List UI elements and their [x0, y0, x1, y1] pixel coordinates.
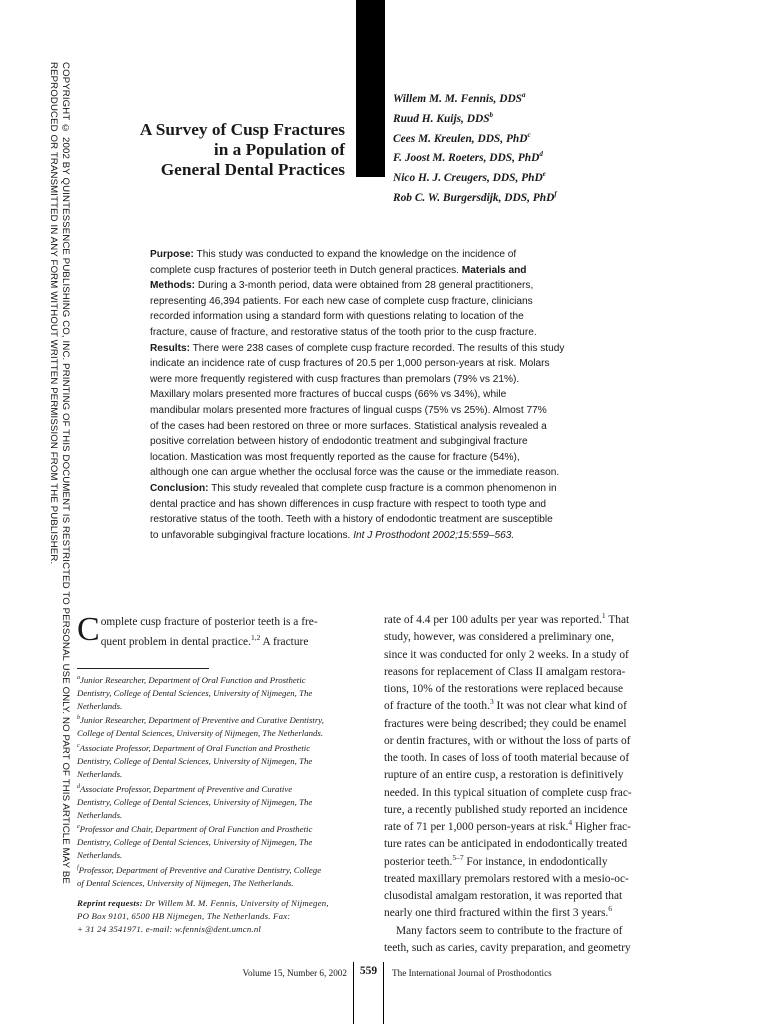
- body-line: [384, 905, 664, 922]
- abstract-line: Maxillary molars presented more fractures of buccal cusps (66% vs 34%), while: [150, 389, 507, 401]
- body-line: rupture of an entire cusp, a restoration is definitively: [384, 769, 624, 782]
- affiliation-line: Netherlands.: [77, 850, 123, 861]
- abstract-line: positive correlation between history of endodontic treatment and subgingival fracture: [150, 436, 528, 448]
- abstract-line: [150, 263, 590, 279]
- body-column-left: [77, 611, 356, 936]
- body-line: omplete cusp fracture of posterior teeth is a fre-: [100, 616, 318, 628]
- article-title: [105, 120, 345, 180]
- abstract-line: representing 46,394 patients. For each new case of complete cusp fracture, clinicians: [150, 295, 533, 307]
- author-list: [393, 87, 693, 206]
- affiliation-line: Netherlands.: [77, 700, 123, 711]
- affiliation-line: Dentistry, College of Dental Sciences, University of Nijmegen, The: [77, 837, 313, 848]
- copyright-sidebar: [47, 62, 71, 884]
- body-line: or dentin fractures, with or without the loss of parts of: [384, 734, 631, 747]
- abstract-line: indicate an incidence rate of cusp fractures of 20.5 per 1,000 person-years at risk. Molars: [150, 358, 550, 370]
- results-label: Results:: [150, 342, 190, 354]
- abstract-line: recorded information using a standard form with questions relating to location of the: [150, 311, 524, 323]
- footer-volume: Volume 15, Number 6, 2002: [242, 968, 347, 978]
- affiliation-line: [77, 672, 356, 687]
- abstract-line: were more frequently registered with cusp fractures than premolars (79% vs 21%).: [150, 373, 520, 385]
- affil-text: Junior Researcher, Department of Preventive and Curative Dentistry,: [80, 715, 324, 726]
- abstract-line: fracture, cause of fracture, and restorative status of the tooth prior to the cusp fracture.: [150, 326, 537, 338]
- reprint-line: [77, 897, 356, 910]
- drop-cap: C: [77, 611, 100, 648]
- body-line: ture, a recently published study reported an incidence: [384, 803, 628, 816]
- citation-sup: 1: [601, 611, 606, 621]
- body-line: [384, 819, 664, 836]
- body-line: fractures were being described; they could be enamel: [384, 717, 627, 730]
- copyright-line-2: REPRODUCED OR TRANSMITTED IN ANY FORM WITHOUT WRITTEN PERMISSION FROM THE PUBLISHER.: [48, 62, 59, 565]
- affil-sup: c: [77, 743, 80, 750]
- body-text: posterior teeth.: [384, 855, 453, 868]
- footer-journal: The International Journal of Prosthodontics: [392, 968, 552, 978]
- affil-sup: f: [77, 865, 79, 872]
- affil-sup: d: [77, 783, 80, 790]
- author-entry: [393, 186, 693, 206]
- title-line-2: in a Population of: [213, 140, 345, 159]
- author-sup: f: [554, 189, 557, 198]
- affil-text: Associate Professor, Department of Oral Function and Prosthetic: [79, 743, 311, 754]
- author-name: Cees M. Kreulen, DDS, PhD: [393, 132, 528, 145]
- abstract-line: dental practice and has shown differences in cusp fracture with respect to tooth type and: [150, 498, 547, 510]
- affil-sup: b: [77, 715, 80, 722]
- body-line: study, however, was considered a preliminary one,: [384, 631, 615, 644]
- abstract-line: although one can argue whether the occlusal force was the cause or the immediate reason.: [150, 467, 560, 479]
- materials-label: Materials and: [458, 264, 527, 276]
- body-text: It was not clear what kind of: [493, 700, 627, 713]
- body-line: teeth, such as caries, cavity preparation, and geometry: [384, 941, 631, 954]
- author-entry: [393, 87, 693, 107]
- author-name: Rob C. W. Burgersdijk, DDS, PhD: [393, 191, 555, 204]
- abstract-line: mandibular molars presented more fractures of lingual cusps (75% vs 25%). Almost 77%: [150, 404, 547, 416]
- author-sup: a: [522, 91, 526, 99]
- body-text: nearly one third fractured within the first 3 years.: [384, 907, 609, 920]
- abstract-text: There were 238 cases of complete cusp fracture recorded. The results of this study: [189, 342, 565, 354]
- body-line: tions, 10% of the restorations were replaced because: [384, 683, 624, 695]
- body-text: of fracture of the tooth.: [384, 700, 490, 713]
- body-column-right: [384, 612, 664, 957]
- title-line-3: General Dental Practices: [160, 160, 345, 179]
- abstract-line: [150, 278, 590, 294]
- abstract-text: During a 3-month period, data were obtained from 28 general practitioners,: [195, 280, 534, 292]
- author-name: Willem M. M. Fennis, DDS: [393, 92, 523, 105]
- body-line: [384, 854, 664, 871]
- reprint-line: + 31 24 3541971. e-mail: w.fennis@dent.umcn.nl: [77, 923, 262, 934]
- body-line: [77, 630, 356, 650]
- body-line: ture rates can be anticipated in endodontically treated: [384, 838, 628, 851]
- affiliation-line: Netherlands.: [77, 809, 123, 820]
- purpose-label: Purpose:: [150, 249, 194, 260]
- abstract-text: This study was conducted to expand the knowledge on the incidence of: [193, 249, 517, 260]
- abstract-line: [150, 341, 590, 357]
- citation-sup: 6: [608, 904, 613, 914]
- author-entry: [393, 146, 693, 166]
- abstract-text: to unfavorable subgingival fracture locations.: [150, 529, 351, 541]
- body-text: Higher frac-: [572, 821, 631, 833]
- affil-text: Associate Professor, Department of Preventive and Curative: [80, 783, 293, 794]
- body-line: the tooth. In cases of loss of tooth material because of: [384, 752, 630, 764]
- body-text: That: [605, 614, 630, 626]
- abstract-line: restorative status of the tooth. Teeth with a history of endodontic treatment are susceptible: [150, 514, 553, 526]
- citation-sup: 3: [489, 697, 494, 707]
- citation-sup: 4: [568, 818, 573, 828]
- affil-sup: e: [77, 824, 80, 831]
- conclusion-label: Conclusion:: [150, 482, 209, 494]
- abstract-line: location. Mastication was most frequently reported as the cause for fracture (54%),: [150, 451, 520, 463]
- author-sup: e: [542, 170, 546, 179]
- body-line: [384, 698, 664, 715]
- body-line: Many factors seem to contribute to the fracture of: [396, 924, 623, 937]
- body-line: needed. In this typical situation of complete cusp frac-: [384, 786, 632, 799]
- affil-sup: a: [77, 674, 80, 681]
- affiliation-line: of Dental Sciences, University of Nijmegen, The Netherlands.: [77, 877, 294, 888]
- body-line: since it was conducted for only 2 weeks. In a study of: [384, 648, 629, 661]
- affiliations: [77, 672, 356, 890]
- footnote-rule: [77, 668, 209, 669]
- affiliation-line: [77, 740, 356, 755]
- affiliation-line: Dentistry, College of Dental Sciences, University of Nijmegen, The: [77, 796, 313, 807]
- abstract-line: [150, 247, 590, 263]
- reprint-requests: [77, 897, 356, 936]
- reprint-text: Dr Willem M. M. Fennis, University of Nijmegen,: [142, 897, 329, 908]
- methods-label: Methods:: [150, 280, 195, 292]
- abstract-line: of the cases had been restored on three or more surfaces. Statistical analysis revealed a: [150, 420, 547, 432]
- body-line: reasons for replacement of Class II amalgam restora-: [384, 665, 626, 678]
- abstract-line: [150, 481, 590, 497]
- abstract: [150, 247, 590, 543]
- body-line: clusodistal amalgam restoration, it was reported that: [384, 890, 623, 902]
- body-text: For instance, in endodontically: [463, 855, 608, 868]
- affil-text: Professor and Chair, Department of Oral Function and Prosthetic: [79, 824, 313, 835]
- author-entry: [393, 127, 693, 147]
- reprint-line: PO Box 9101, 6500 HB Nijmegen, The Netherlands. Fax:: [77, 910, 291, 921]
- author-sup: d: [539, 150, 543, 159]
- author-entry: [393, 107, 693, 127]
- reprint-label: Reprint requests:: [77, 897, 143, 908]
- title-line-1: A Survey of Cusp Fractures: [139, 120, 345, 139]
- header-black-bar: [356, 0, 385, 177]
- page-number: 559: [359, 965, 378, 977]
- body-line: [384, 612, 664, 629]
- abstract-text: This study revealed that complete cusp fracture is a common phenomenon in: [208, 482, 557, 494]
- body-text: rate of 71 per 1,000 person-years at risk.: [384, 821, 569, 833]
- body-text: rate of 4.4 per 100 adults per year was reported.: [384, 614, 602, 626]
- affil-text: Professor, Department of Preventive and Curative Dentistry, College: [78, 865, 322, 876]
- affiliation-line: Dentistry, College of Dental Sciences, University of Nijmegen, The: [77, 687, 313, 698]
- affiliation-line: [77, 821, 356, 836]
- citation-sup: 1,2: [250, 633, 261, 642]
- citation: Int J Prosthodont 2002;15:559–563.: [350, 529, 515, 541]
- author-sup: b: [489, 110, 494, 119]
- affiliation-line: [77, 862, 356, 877]
- abstract-text: complete cusp fractures of posterior teeth in Dutch general practices.: [150, 264, 459, 276]
- body-line: treated maxillary premolars restored with a mesio-oc-: [384, 872, 629, 885]
- affiliation-line: College of Dental Sciences, University of Nijmegen, The Netherlands.: [77, 728, 324, 739]
- author-name: Ruud H. Kuijs, DDS: [393, 112, 490, 125]
- author-name: Nico H. J. Creugers, DDS, PhD: [393, 171, 543, 184]
- author-entry: [393, 166, 693, 186]
- author-sup: c: [527, 130, 531, 139]
- affiliation-line: Dentistry, College of Dental Sciences, University of Nijmegen, The: [77, 756, 313, 766]
- body-text: A fracture: [260, 635, 309, 648]
- body-text: quent problem in dental practice.: [100, 635, 251, 648]
- affil-text: Junior Researcher, Department of Oral Function and Prosthetic: [80, 674, 306, 685]
- affiliation-line: Netherlands.: [77, 768, 123, 779]
- abstract-line: [150, 528, 590, 544]
- citation-sup: 5–7: [452, 852, 464, 862]
- copyright-line-1: COPYRIGHT © 2002 BY QUINTESSENCE PUBLISHING CO, INC. PRINTING OF THIS DOCUMENT IS RESTRICTED TO PERSONAL USE ONLY. NO PART OF THIS ARTICLE MAY BE: [60, 62, 71, 884]
- author-name: F. Joost M. Roeters, DDS, PhD: [393, 152, 540, 165]
- affiliation-line: [77, 712, 356, 727]
- affiliation-line: [77, 781, 356, 796]
